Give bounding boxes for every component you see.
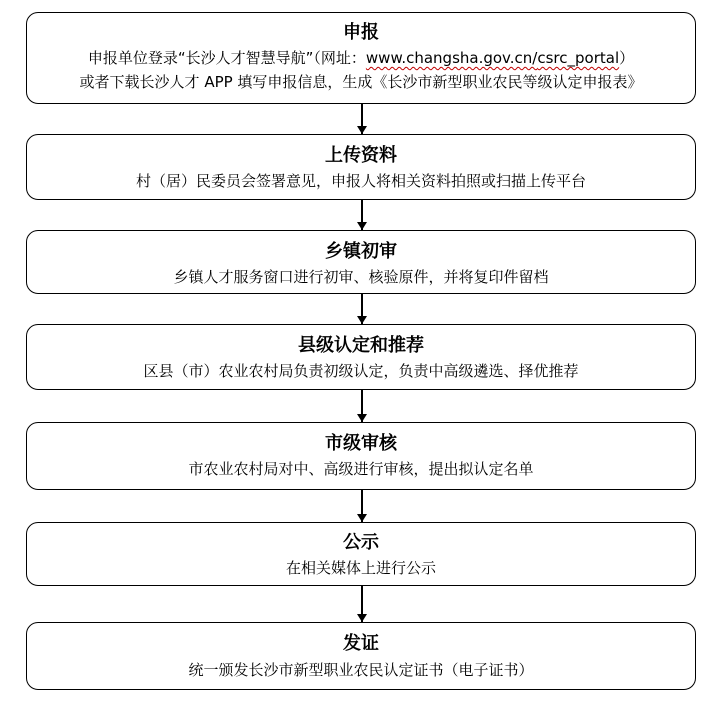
step-city-review xyxy=(26,422,696,490)
flow-arrow xyxy=(357,294,367,324)
step-title: 上传资料 xyxy=(325,145,397,166)
step-description: 区县（市）农业农村局负责初级认定，负责中高级遴选、择优推荐 xyxy=(143,362,579,380)
step-title: 申报 xyxy=(343,22,379,43)
flow-arrow xyxy=(357,200,367,230)
step-upload-materials xyxy=(26,134,696,200)
step-title: 公示 xyxy=(343,532,379,553)
step-description: 村（居）民委员会签署意见，申报人将相关资料拍照或扫描上传平台 xyxy=(135,172,586,190)
step-title: 县级认定和推荐 xyxy=(298,335,424,356)
step-title: 乡镇初审 xyxy=(325,241,397,262)
step-description: 市农业农村局对中、高级进行审核，提出拟认定名单 xyxy=(188,460,534,478)
step-title: 发证 xyxy=(343,633,379,654)
flow-arrow xyxy=(357,586,367,622)
step-description-line-2: 或者下载长沙人才 APP 填写申报信息，生成《长沙市新型职业农民等级认定申报表》 xyxy=(79,73,643,91)
step-description: 乡镇人才服务窗口进行初审、核验原件，并将复印件留档 xyxy=(173,268,549,286)
flow-arrow xyxy=(357,490,367,522)
step-county-certification xyxy=(26,324,696,390)
step-description-line-1: 申报单位登录“长沙人才智慧导航”（网址：www.changsha.gov.cn/csrc_portal） xyxy=(87,49,635,67)
portal-url: www.changsha.gov.cn/csrc_portal xyxy=(365,49,620,67)
step-title: 市级审核 xyxy=(325,433,397,454)
step-issue-certificate xyxy=(26,622,696,690)
step-township-review xyxy=(26,230,696,294)
step-description: 统一颁发长沙市新型职业农民认定证书（电子证书） xyxy=(188,661,534,679)
step-public-notice xyxy=(26,522,696,586)
flow-arrow xyxy=(357,104,367,134)
flow-arrow xyxy=(357,390,367,422)
step-description: 在相关媒体上进行公示 xyxy=(285,559,436,577)
step-apply xyxy=(26,12,696,104)
